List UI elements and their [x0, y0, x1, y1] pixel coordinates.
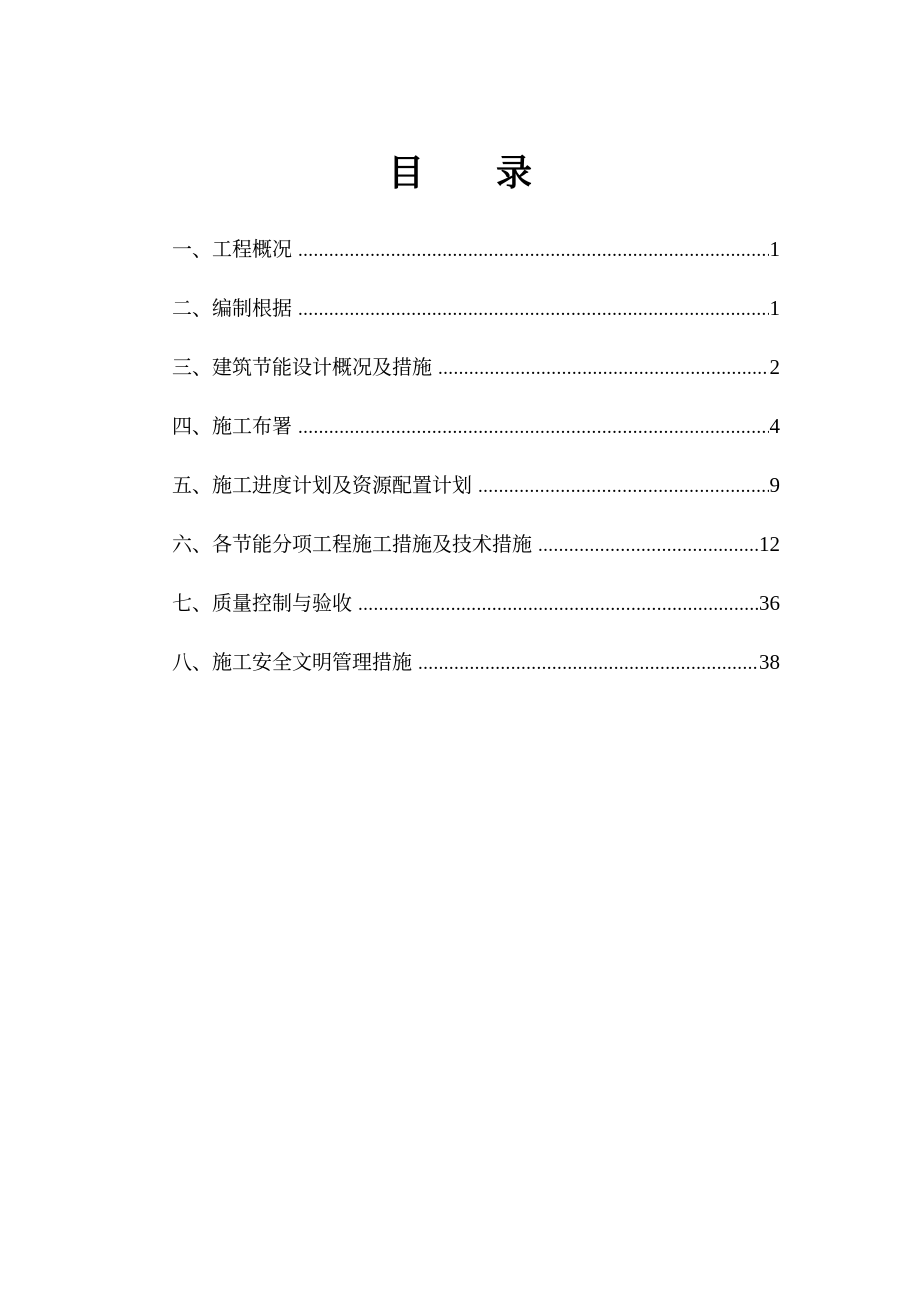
toc-entry-label: 一、工程概况 [172, 237, 292, 261]
title-char-2: 录 [496, 153, 533, 195]
toc-entry-label: 五、施工进度计划及资源配置计划 [172, 473, 472, 497]
toc-leader-dots [298, 405, 769, 451]
toc-entry[interactable] [172, 580, 780, 639]
table-of-contents [172, 226, 780, 698]
toc-entry-label: 七、质量控制与验收 [172, 591, 352, 615]
toc-leader-dots [298, 287, 769, 333]
toc-entry-label: 四、施工布署 [172, 414, 292, 438]
toc-leader-dots [358, 582, 758, 628]
toc-entry[interactable] [172, 226, 780, 285]
toc-page-number: 9 [769, 473, 780, 497]
page-title [0, 148, 920, 200]
toc-entry-label: 二、编制根据 [172, 296, 292, 320]
toc-entry[interactable] [172, 639, 780, 698]
toc-page-number: 4 [769, 414, 780, 438]
toc-entry[interactable] [172, 285, 780, 344]
toc-entry[interactable] [172, 344, 780, 403]
toc-leader-dots [418, 641, 758, 687]
toc-page-number: 2 [769, 355, 780, 379]
toc-leader-dots [538, 523, 758, 569]
toc-leader-dots [478, 464, 769, 510]
title-char-1: 目 [387, 153, 424, 195]
toc-page-number: 1 [769, 237, 780, 261]
toc-entry[interactable] [172, 462, 780, 521]
toc-page-number: 36 [759, 591, 780, 615]
toc-page-number: 38 [759, 650, 780, 674]
toc-entry-label: 六、各节能分项工程施工措施及技术措施 [172, 532, 532, 556]
toc-leader-dots [298, 228, 769, 274]
toc-entry[interactable] [172, 521, 780, 580]
toc-entry-label: 八、施工安全文明管理措施 [172, 650, 412, 674]
toc-entry-label: 三、建筑节能设计概况及措施 [172, 355, 432, 379]
toc-page-number: 1 [769, 296, 780, 320]
toc-page-number: 12 [759, 532, 780, 556]
toc-entry[interactable] [172, 403, 780, 462]
toc-leader-dots [438, 346, 769, 392]
